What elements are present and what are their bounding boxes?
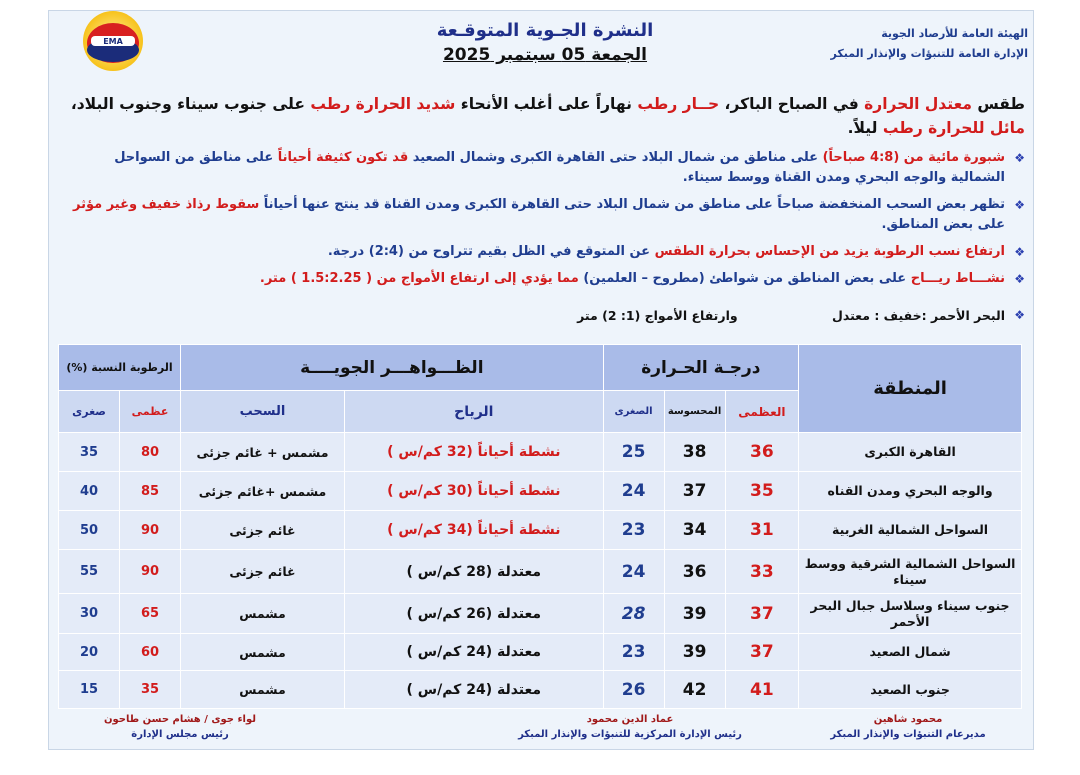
max-temp-cell: 33 <box>725 550 799 594</box>
region-cell: جنوب الصعيد <box>799 671 1022 709</box>
hum-max-header: عظمى <box>120 391 181 433</box>
feels-like-cell: 37 <box>664 472 725 511</box>
region-cell: جنوب سيناء وسلاسل جبال البحر الأحمر <box>799 594 1022 634</box>
region-header: المنطقة <box>799 345 1022 433</box>
signature-forecast-director <box>828 712 988 742</box>
min-temp-cell: 23 <box>603 511 664 550</box>
logo-text: EMA <box>103 37 123 46</box>
wind-header: الرياح <box>345 391 604 433</box>
summary-text: نهاراً على أغلب الأنحاء <box>455 95 638 113</box>
summary-text: على جنوب سيناء وجنوب البلاد، <box>70 95 311 113</box>
temperature-header: درجـة الحـرارة <box>603 345 799 391</box>
hum-max-cell: 80 <box>120 433 181 472</box>
max-temp-cell: 31 <box>725 511 799 550</box>
summary-text: طقس <box>971 95 1025 113</box>
wind-cell: معتدلة (26 كم/س ) <box>345 594 604 634</box>
min-temp-cell: 25 <box>603 433 664 472</box>
wind-cell: معتدلة (24 كم/س ) <box>345 671 604 709</box>
max-temp-cell: 37 <box>725 634 799 671</box>
sea-label: البحر الأحمر :خفيف : معتدل <box>832 308 1005 323</box>
region-cell: شمال الصعيد <box>799 634 1022 671</box>
signature-board-chairman <box>80 712 280 742</box>
wind-cell: معتدلة (28 كم/س ) <box>345 550 604 594</box>
clouds-cell: مشمس +غائم جزئى <box>181 472 345 511</box>
hum-min-cell: 30 <box>59 594 120 634</box>
table-row <box>59 634 1022 671</box>
signatory-name: محمود شاهين <box>873 714 943 725</box>
feels-like-header: المحسوسة <box>664 391 725 433</box>
max-temp-cell: 41 <box>725 671 799 709</box>
hum-min-cell: 40 <box>59 472 120 511</box>
hum-min-header: صغرى <box>59 391 120 433</box>
forecast-table <box>58 344 1022 709</box>
table-row <box>59 472 1022 511</box>
signatory-name: عماد الدين محمود <box>586 714 674 725</box>
humidity-bullet: ❖ ارتفاع نسب الرطوبة يزيد من الإحساس بحرارة الطقس عن المتوقع في الظل بقيم تتراوح من (2:4) درجة. <box>62 242 1025 262</box>
table-row <box>59 550 1022 594</box>
feels-like-cell: 38 <box>664 433 725 472</box>
fog-bullet: ❖ شبورة مائية من (4:8 صباحاً) على مناطق من شمال البلاد حتى القاهرة الكبرى وشمال الصعيد قد تكون كثيفة أحياناً على مناطق من السواحل الشمالية والوجه البحري ومدن القناة ووسط سيناء. <box>62 148 1025 188</box>
org-line-1: الهيئة العامة للأرصاد الجوية <box>881 27 1028 40</box>
hum-max-cell: 90 <box>120 511 181 550</box>
clouds-cell: غائم جزئى <box>181 511 345 550</box>
min-temp-cell: 26 <box>603 671 664 709</box>
max-temp-header: العظمى <box>725 391 799 433</box>
min-temp-cell: 24 <box>603 472 664 511</box>
table-row <box>59 511 1022 550</box>
max-temp-cell: 36 <box>725 433 799 472</box>
feels-like-cell: 34 <box>664 511 725 550</box>
wind-cell: نشطة أحياناً (30 كم/س ) <box>345 472 604 511</box>
region-cell: القاهرة الكبرى <box>799 433 1022 472</box>
signatory-title: رئيس مجلس الإدارة <box>131 729 229 740</box>
signatory-name: لواء جوى / هشام حسن طاحون <box>103 714 257 725</box>
clouds-cell: مشمس + غائم جزئى <box>181 433 345 472</box>
min-temp-cell: 24 <box>603 550 664 594</box>
bulletin-title: النشرة الجـوية المتوقـعة <box>436 20 654 41</box>
hum-max-cell: 65 <box>120 594 181 634</box>
max-temp-cell: 35 <box>725 472 799 511</box>
hum-min-cell: 55 <box>59 550 120 594</box>
summary-highlight: حــار رطب <box>637 95 720 113</box>
hum-max-cell: 60 <box>120 634 181 671</box>
bulletin-title-block <box>380 20 710 65</box>
hum-min-cell: 50 <box>59 511 120 550</box>
humidity-header: الرطوبة النسبة (%) <box>59 345 181 391</box>
min-temp-cell: 28 <box>603 594 664 634</box>
clouds-cell: غائم جزئى <box>181 550 345 594</box>
feels-like-cell: 39 <box>664 634 725 671</box>
phenomena-header: الظـــواهـــر الجويــــة <box>181 345 604 391</box>
hum-min-cell: 20 <box>59 634 120 671</box>
organization-name <box>831 24 1028 64</box>
bulletin-date: الجمعة 05 سبتمبر 2025 <box>442 45 648 65</box>
sea-waves: وارتفاع الأمواج (1: 2) متر <box>577 308 738 323</box>
wind-cell: نشطة أحياناً (34 كم/س ) <box>345 511 604 550</box>
forecast-bullets <box>62 148 1025 296</box>
wind-bullet: ❖ نشـــاط ريـــاح على بعض المناطق من شواطئ (مطروح – العلمين) مما يؤدي إلى ارتفاع الأمواج من ( 1.5:2.25 ) متر. <box>62 269 1025 289</box>
org-line-2: الإدارة العامة للتنبؤات والإنذار المبكر <box>830 47 1028 60</box>
region-cell: والوجه البحري ومدن القناه <box>799 472 1022 511</box>
clouds-cell: مشمس <box>181 671 345 709</box>
min-temp-cell: 23 <box>603 634 664 671</box>
table-row <box>59 671 1022 709</box>
clouds-cell: مشمس <box>181 634 345 671</box>
signatory-title: رئيس الإدارة المركزية للتنبؤات والإنذار المبكر <box>518 729 742 740</box>
hum-max-cell: 35 <box>120 671 181 709</box>
clouds-header: السحب <box>181 391 345 433</box>
weather-summary <box>62 92 1025 140</box>
summary-text: في الصباح الباكر، <box>719 95 865 113</box>
region-cell: السواحل الشمالية الغربية <box>799 511 1022 550</box>
hum-min-cell: 15 <box>59 671 120 709</box>
summary-text: ليلاً. <box>847 119 883 137</box>
table-row <box>59 594 1022 634</box>
summary-highlight: معتدل الحرارة <box>864 95 972 113</box>
table-row <box>59 433 1022 472</box>
region-cell: السواحل الشمالية الشرقية ووسط سيناء <box>799 550 1022 594</box>
feels-like-cell: 36 <box>664 550 725 594</box>
hum-min-cell: 35 <box>59 433 120 472</box>
signature-central-admin <box>500 712 760 742</box>
feels-like-cell: 39 <box>664 594 725 634</box>
clouds-bullet: ❖ تظهر بعض السحب المنخفضة صباحاً على مناطق من شمال البلاد حتى القاهرة الكبرى ومدن القناة قد ينتج عنها أحياناً سقوط رذاذ خفيف وغير مؤثر على بعض المناطق. <box>62 195 1025 235</box>
summary-highlight: مائل للحرارة رطب <box>882 119 1025 137</box>
clouds-cell: مشمس <box>181 594 345 634</box>
hum-max-cell: 90 <box>120 550 181 594</box>
min-temp-header: الصغرى <box>603 391 664 433</box>
hum-max-cell: 85 <box>120 472 181 511</box>
max-temp-cell: 37 <box>725 594 799 634</box>
wind-cell: معتدلة (24 كم/س ) <box>345 634 604 671</box>
ema-logo <box>58 10 168 72</box>
red-sea-state <box>62 308 1025 323</box>
feels-like-cell: 42 <box>664 671 725 709</box>
summary-highlight: شديد الحرارة رطب <box>310 95 456 113</box>
signatory-title: مديرعام التنبؤات والإنذار المبكر <box>830 729 986 740</box>
wind-cell: نشطة أحياناً (32 كم/س ) <box>345 433 604 472</box>
